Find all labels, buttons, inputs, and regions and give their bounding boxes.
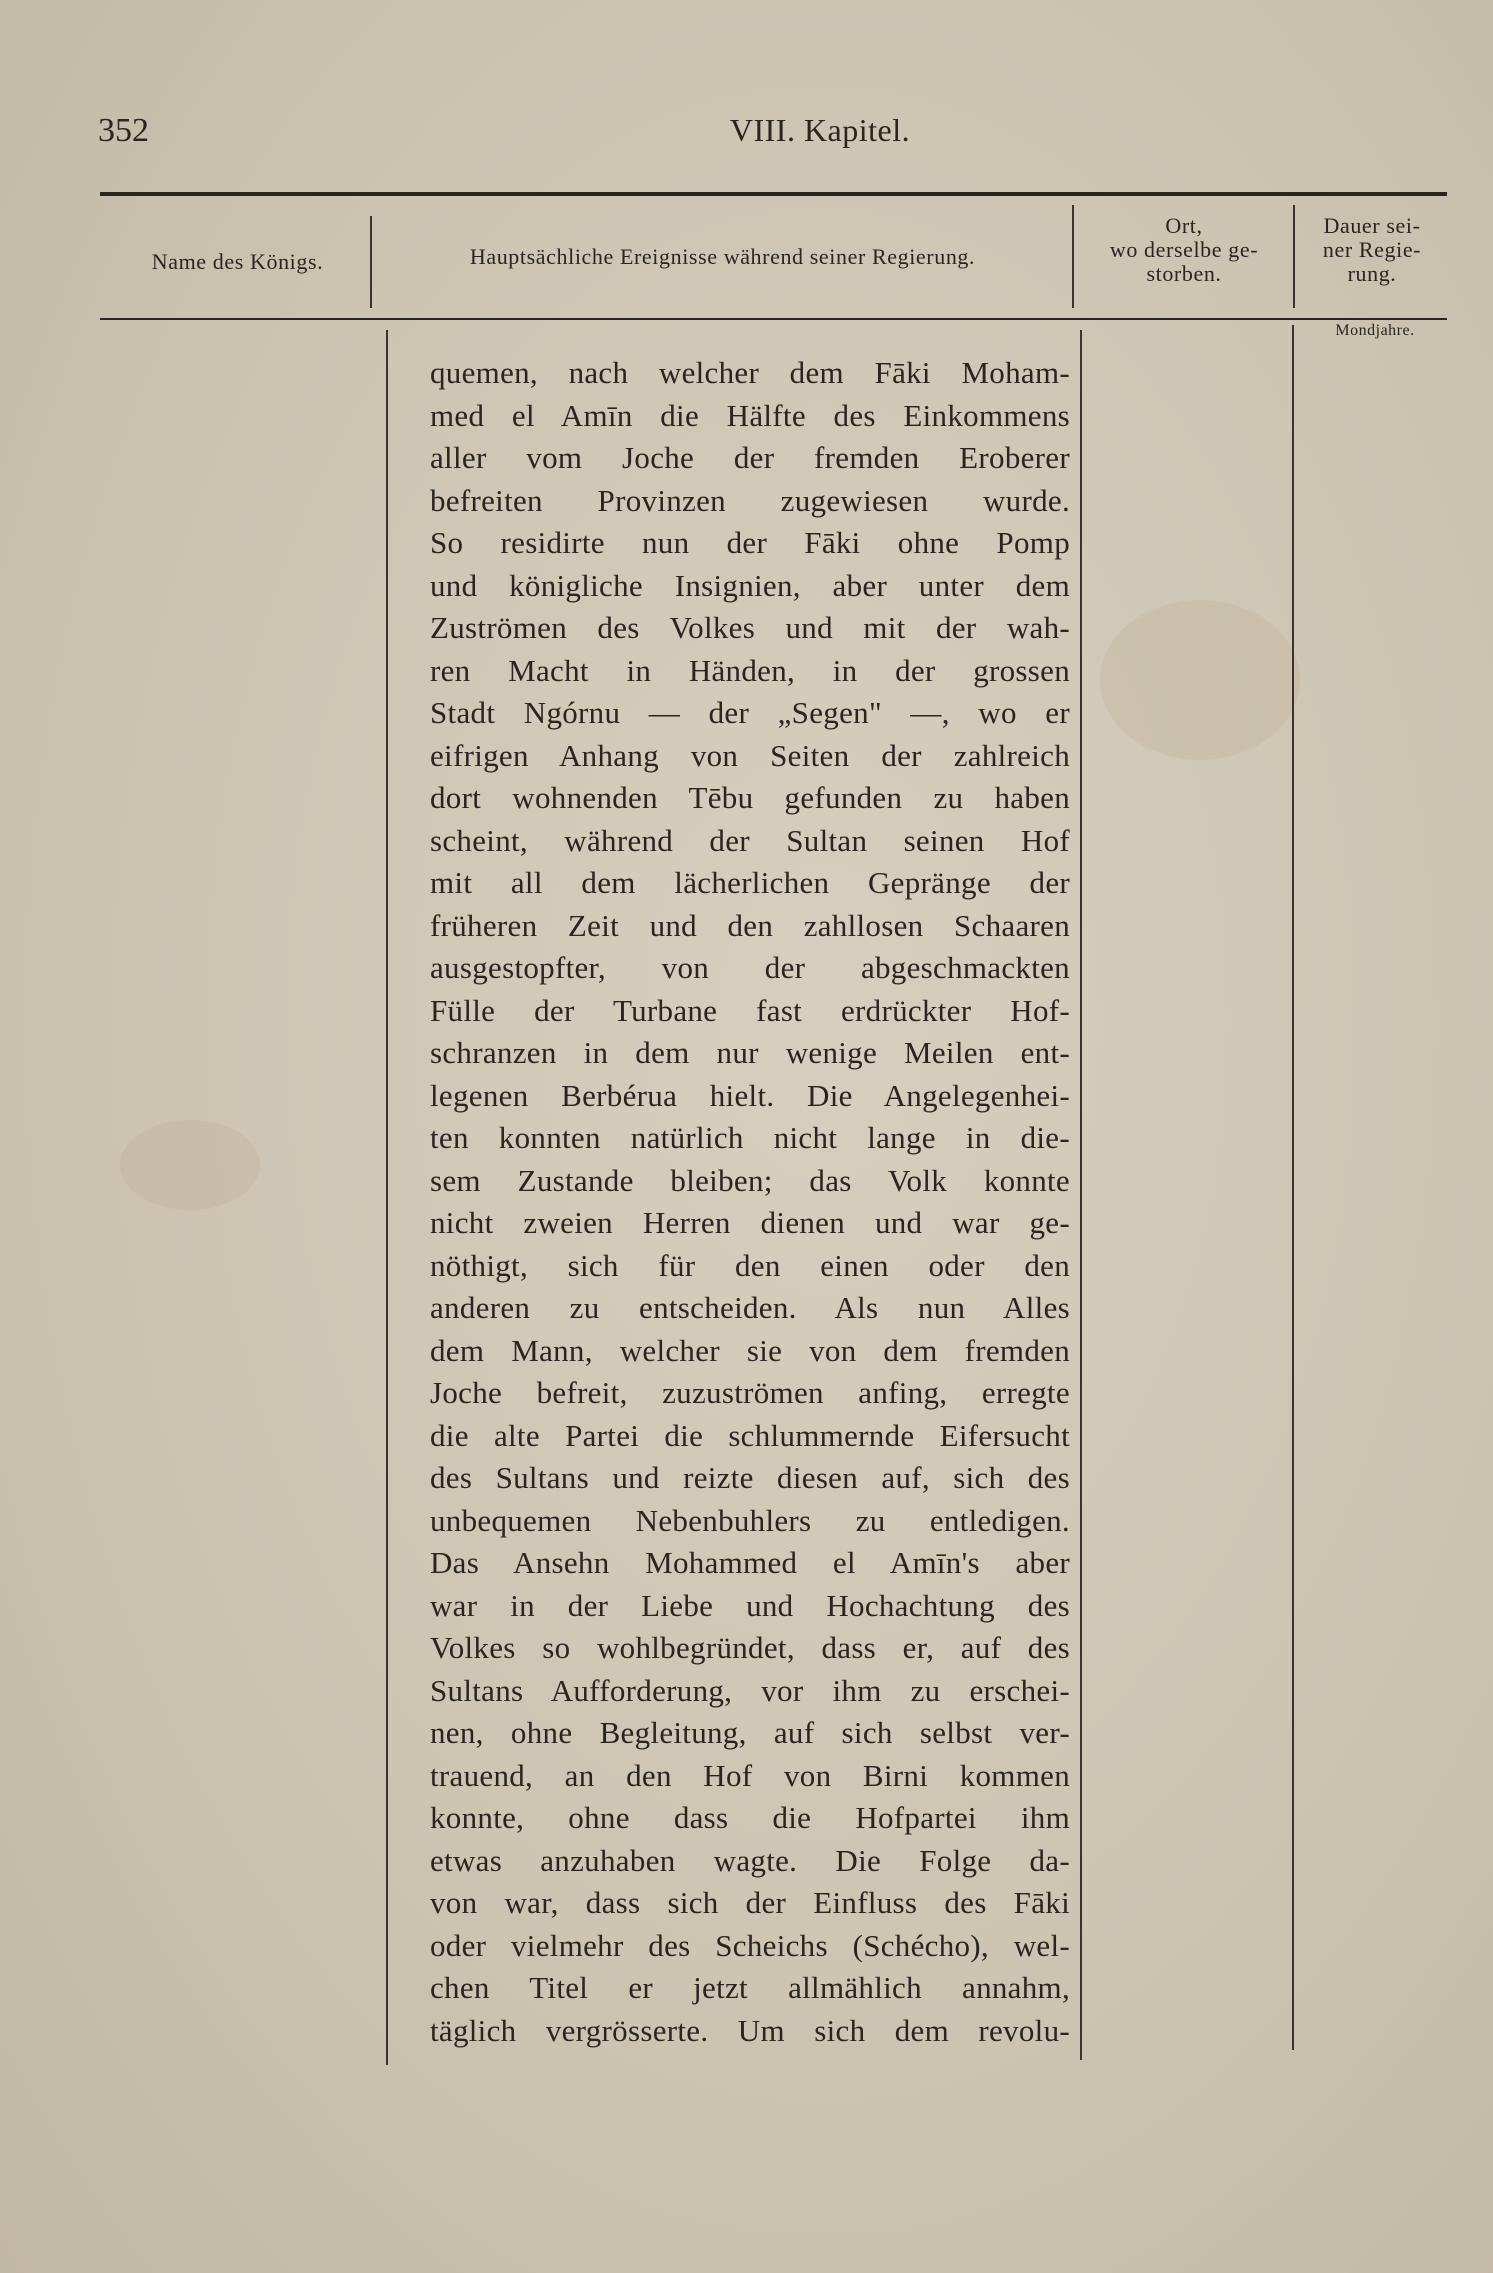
duration-unit-label: Mondjahre. bbox=[1335, 322, 1415, 339]
text-line: Volkes so wohlbegründet, dass er, auf des bbox=[430, 1630, 1070, 1665]
column-divider bbox=[1072, 205, 1074, 308]
text-line: schranzen in dem nur wenige Meilen ent- bbox=[430, 1035, 1070, 1070]
text-line: Fülle der Turbane fast erdrückter Hof- bbox=[430, 992, 1070, 1028]
text-line: war in der Liebe und Hochachtung des bbox=[430, 1587, 1070, 1623]
text-line: unbequemen Nebenbuhlers zu entledigen. bbox=[430, 1502, 1070, 1538]
text-line: die alte Partei die schlummernde Eifersucht bbox=[430, 1417, 1070, 1453]
column-header-duration-line: rung. bbox=[1347, 261, 1397, 286]
column-header-events: Hauptsächliche Ereignisse während seiner Regierung. bbox=[469, 244, 976, 269]
table-top-rule bbox=[100, 192, 1447, 196]
column-header-place-line: Ort, bbox=[1165, 213, 1203, 238]
column-header-duration bbox=[1297, 214, 1447, 286]
text-line: scheint, während der Sultan seinen Hof bbox=[430, 822, 1070, 858]
column-divider bbox=[370, 216, 372, 308]
column-header-place-line: storben. bbox=[1146, 261, 1222, 286]
text-line: ten konnten natürlich nicht lange in die- bbox=[430, 1120, 1070, 1155]
column-divider bbox=[1080, 330, 1082, 2060]
column-divider bbox=[1292, 325, 1294, 2050]
text-line: und königliche Insignien, aber unter dem bbox=[430, 567, 1070, 603]
text-line: quemen, nach welcher dem Fāki Moham- bbox=[430, 355, 1070, 390]
text-line: Stadt Ngórnu — der „Segen" —, wo er bbox=[430, 695, 1070, 730]
page-number: 352 bbox=[98, 112, 149, 149]
page-header bbox=[0, 112, 1493, 172]
text-line: dort wohnenden Tēbu gefunden zu haben bbox=[430, 780, 1070, 815]
text-line: chen Titel er jetzt allmählich annahm, bbox=[430, 1970, 1070, 2005]
text-line: täglich vergrösserte. Um sich dem revolu- bbox=[430, 2012, 1070, 2048]
text-line: ren Macht in Händen, in der grossen bbox=[430, 652, 1070, 688]
text-line: oder vielmehr des Scheichs (Schécho), wel- bbox=[430, 1927, 1070, 1963]
text-line: Joche befreit, zuzuströmen anfing, erregte bbox=[430, 1375, 1070, 1410]
text-line: trauend, an den Hof von Birni kommen bbox=[430, 1757, 1070, 1793]
column-header-place bbox=[1078, 214, 1290, 286]
column-header-place-line: wo derselbe ge- bbox=[1109, 237, 1259, 262]
text-line: konnte, ohne dass die Hofpartei ihm bbox=[430, 1800, 1070, 1835]
text-line: med el Amīn die Hälfte des Einkommens bbox=[430, 397, 1070, 433]
column-divider bbox=[1293, 205, 1295, 308]
text-line: Das Ansehn Mohammed el Amīn's aber bbox=[430, 1545, 1070, 1580]
text-line: anderen zu entscheiden. Als nun Alles bbox=[430, 1290, 1070, 1325]
column-header-duration-line: Dauer sei- bbox=[1323, 213, 1421, 238]
text-line: dem Mann, welcher sie von dem fremden bbox=[430, 1332, 1070, 1368]
column-header-name: Name des Königs. bbox=[151, 249, 324, 274]
text-line: aller vom Joche der fremden Eroberer bbox=[430, 440, 1070, 475]
table-header-rule bbox=[100, 318, 1447, 320]
text-line: befreiten Provinzen zugewiesen wurde. bbox=[430, 482, 1070, 518]
column-divider bbox=[386, 330, 388, 2065]
text-line: sem Zustande bleiben; das Volk konnte bbox=[430, 1162, 1070, 1198]
text-line: Sultans Aufforderung, vor ihm zu erschei- bbox=[430, 1672, 1070, 1708]
text-line: mit all dem lächerlichen Gepränge der bbox=[430, 865, 1070, 900]
text-line: von war, dass sich der Einfluss des Fāki bbox=[430, 1885, 1070, 1920]
column-header-duration-line: ner Regie- bbox=[1322, 237, 1422, 262]
events-text-column bbox=[430, 352, 1070, 2052]
text-line: Zuströmen des Volkes und mit der wah- bbox=[430, 610, 1070, 645]
text-line: nen, ohne Begleitung, auf sich selbst ver- bbox=[430, 1715, 1070, 1750]
text-line: eifrigen Anhang von Seiten der zahlreich bbox=[430, 737, 1070, 773]
running-head: VIII. Kapitel. bbox=[729, 112, 911, 148]
text-line: nöthigt, sich für den einen oder den bbox=[430, 1247, 1070, 1283]
text-line: So residirte nun der Fāki ohne Pomp bbox=[430, 525, 1070, 560]
text-line: ausgestopfter, von der abgeschmackten bbox=[430, 950, 1070, 985]
text-line: legenen Berbérua hielt. Die Angelegenhei- bbox=[430, 1077, 1070, 1113]
text-line: nicht zweien Herren dienen und war ge- bbox=[430, 1205, 1070, 1240]
text-line: etwas anzuhaben wagte. Die Folge da- bbox=[430, 1842, 1070, 1878]
text-line: des Sultans und reizte diesen auf, sich des bbox=[430, 1460, 1070, 1495]
text-line: früheren Zeit und den zahllosen Schaaren bbox=[430, 907, 1070, 943]
